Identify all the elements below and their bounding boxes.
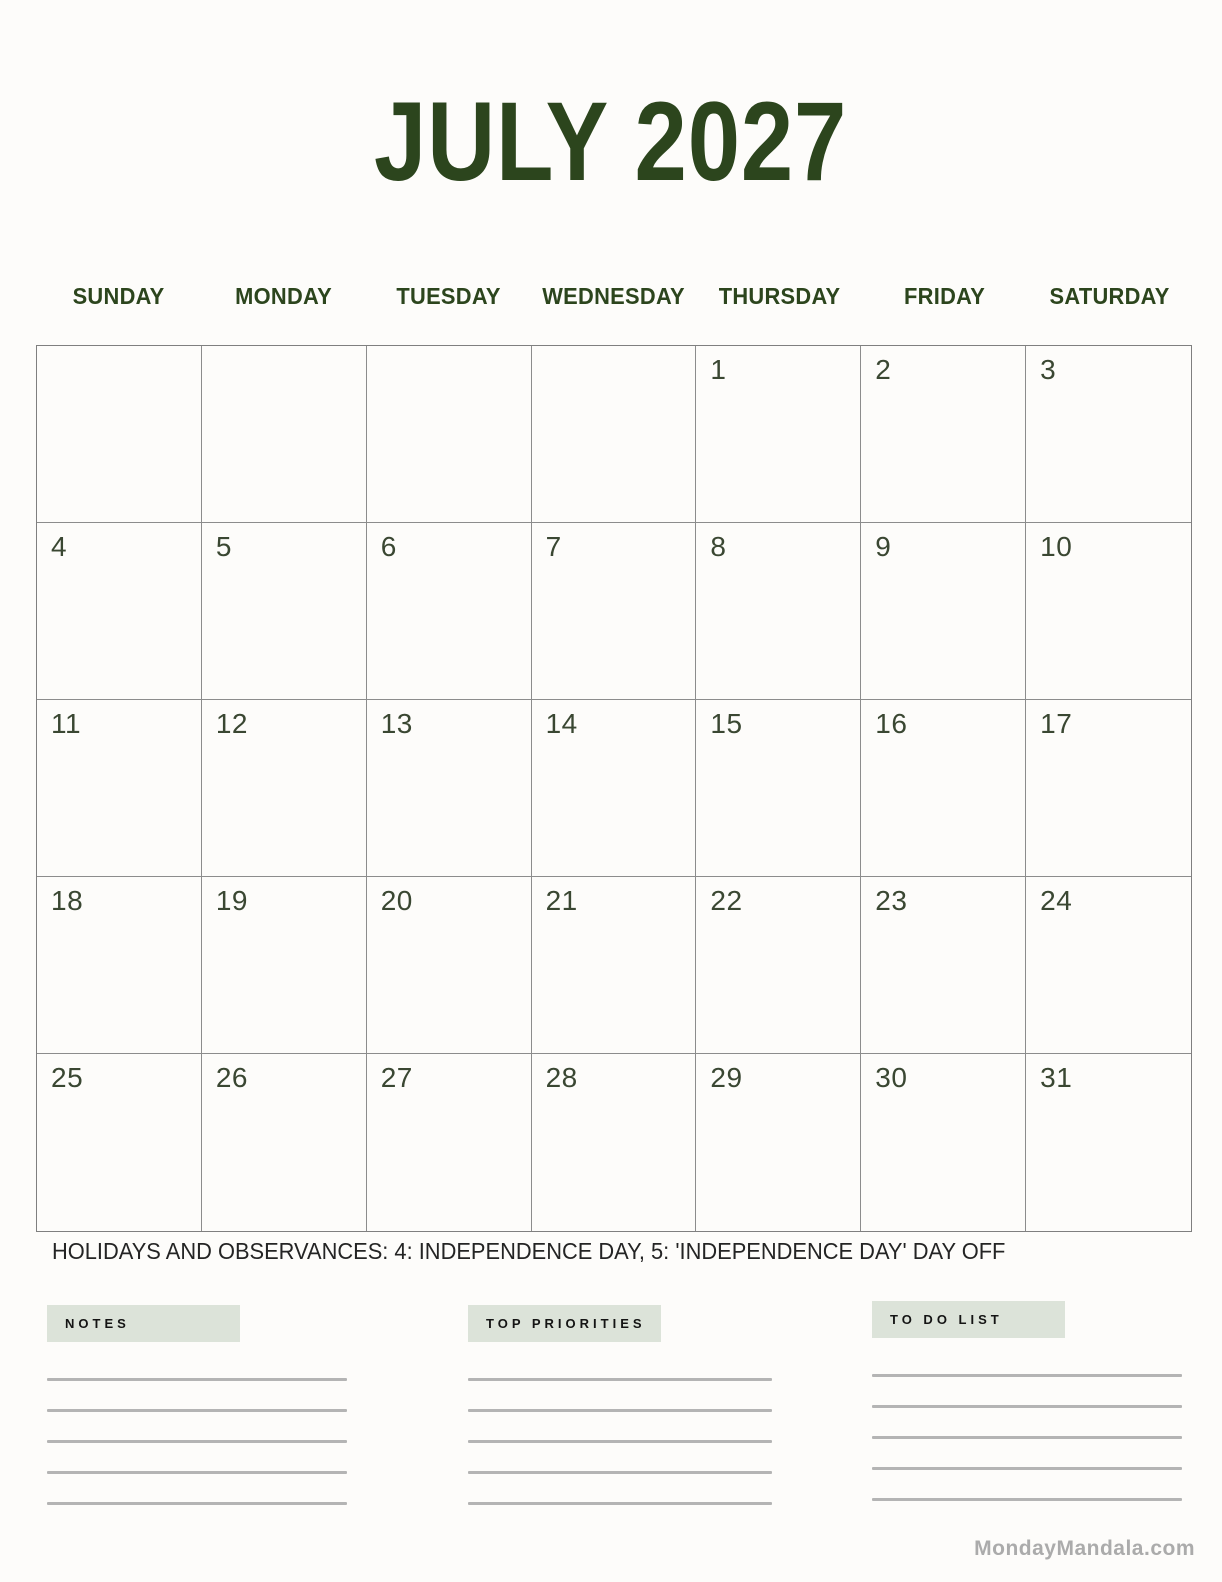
top-priorities-header [468,1305,661,1342]
day-number: 6 [380,531,397,562]
todo-list-section [872,1301,1182,1529]
day-number: 7 [545,531,562,562]
ruled-line [47,1471,347,1474]
ruled-line [468,1440,772,1443]
notes-section [47,1305,347,1533]
day-number: 30 [875,1062,908,1093]
day-cell [37,523,202,700]
day-cell [1026,346,1191,523]
page-title: JULY 2027 [374,79,848,204]
day-number: 24 [1040,885,1073,916]
site-credit: MondayMandala.com [974,1537,1195,1560]
day-number: 20 [380,885,413,916]
day-cell [1026,877,1191,1054]
day-number: 1 [710,354,727,385]
day-number: 17 [1040,708,1073,739]
day-cell [861,877,1026,1054]
day-number: 10 [1040,531,1073,562]
top-priorities-label: TOP PRIORITIES [486,1316,646,1331]
day-cell [861,1054,1026,1231]
day-number: 16 [875,708,908,739]
day-cell [367,700,532,877]
notes-label: NOTES [65,1316,130,1331]
day-cell [861,523,1026,700]
ruled-line [468,1409,772,1412]
day-number: 8 [710,531,727,562]
ruled-line [47,1378,347,1381]
day-cell [861,346,1026,523]
day-cell [202,1054,367,1231]
day-cell [696,700,861,877]
day-cell [1026,700,1191,877]
day-number: 15 [710,708,743,739]
day-number: 2 [875,354,892,385]
day-number: 21 [545,885,578,916]
day-number: 28 [545,1062,578,1093]
ruled-line [47,1502,347,1505]
day-cell [367,877,532,1054]
weekday-saturday: SATURDAY [1049,283,1170,309]
calendar-grid [36,345,1192,1232]
day-cell [367,1054,532,1231]
day-cell [37,346,202,523]
todo-list-header [872,1301,1065,1338]
ruled-line [468,1502,772,1505]
day-number: 14 [545,708,578,739]
day-number: 13 [380,708,413,739]
day-cell [696,1054,861,1231]
weekday-friday: FRIDAY [903,283,985,309]
notes-lines [47,1378,347,1505]
day-cell [532,523,697,700]
day-number: 19 [215,885,248,916]
day-number: 12 [215,708,248,739]
ruled-line [47,1409,347,1412]
ruled-line [468,1471,772,1474]
todo-list-lines [872,1374,1182,1501]
day-cell [532,700,697,877]
day-cell [202,877,367,1054]
day-number: 31 [1040,1062,1073,1093]
day-number: 25 [51,1062,84,1093]
day-cell [37,700,202,877]
top-priorities-lines [468,1378,772,1505]
day-cell [532,1054,697,1231]
day-number: 11 [51,708,82,739]
day-cell [1026,1054,1191,1231]
day-cell [202,700,367,877]
day-cell [1026,523,1191,700]
day-number: 5 [215,531,232,562]
day-number: 4 [51,531,68,562]
notes-header [47,1305,240,1342]
day-cell [696,523,861,700]
day-number: 18 [51,885,84,916]
ruled-line [872,1405,1182,1408]
day-number: 27 [380,1062,413,1093]
ruled-line [872,1498,1182,1501]
day-cell [696,346,861,523]
day-number: 3 [1040,354,1057,385]
day-cell [37,877,202,1054]
day-cell [202,346,367,523]
day-cell [37,1054,202,1231]
weekday-tuesday: TUESDAY [396,283,502,309]
day-number: 23 [875,885,908,916]
day-number: 26 [215,1062,248,1093]
day-cell [696,877,861,1054]
ruled-line [872,1374,1182,1377]
weekday-sunday: SUNDAY [72,283,165,309]
ruled-line [872,1467,1182,1470]
ruled-line [872,1436,1182,1439]
day-cell [202,523,367,700]
weekday-monday: MONDAY [235,283,333,309]
day-cell [861,700,1026,877]
day-number: 9 [875,531,892,562]
day-cell [532,877,697,1054]
todo-list-label: TO DO LIST [890,1312,1003,1327]
holidays-note: HOLIDAYS AND OBSERVANCES: 4: INDEPENDENCE DAY, 5: 'INDEPENDENCE DAY' DAY OFF [52,1238,1006,1264]
weekday-thursday: THURSDAY [718,283,840,309]
weekday-wednesday: WEDNESDAY [542,283,686,309]
day-cell [367,346,532,523]
day-number: 29 [710,1062,743,1093]
day-cell [367,523,532,700]
weekday-header-row [36,283,1192,310]
top-priorities-section [468,1305,772,1533]
ruled-line [47,1440,347,1443]
ruled-line [468,1378,772,1381]
day-cell [532,346,697,523]
day-number: 22 [710,885,743,916]
